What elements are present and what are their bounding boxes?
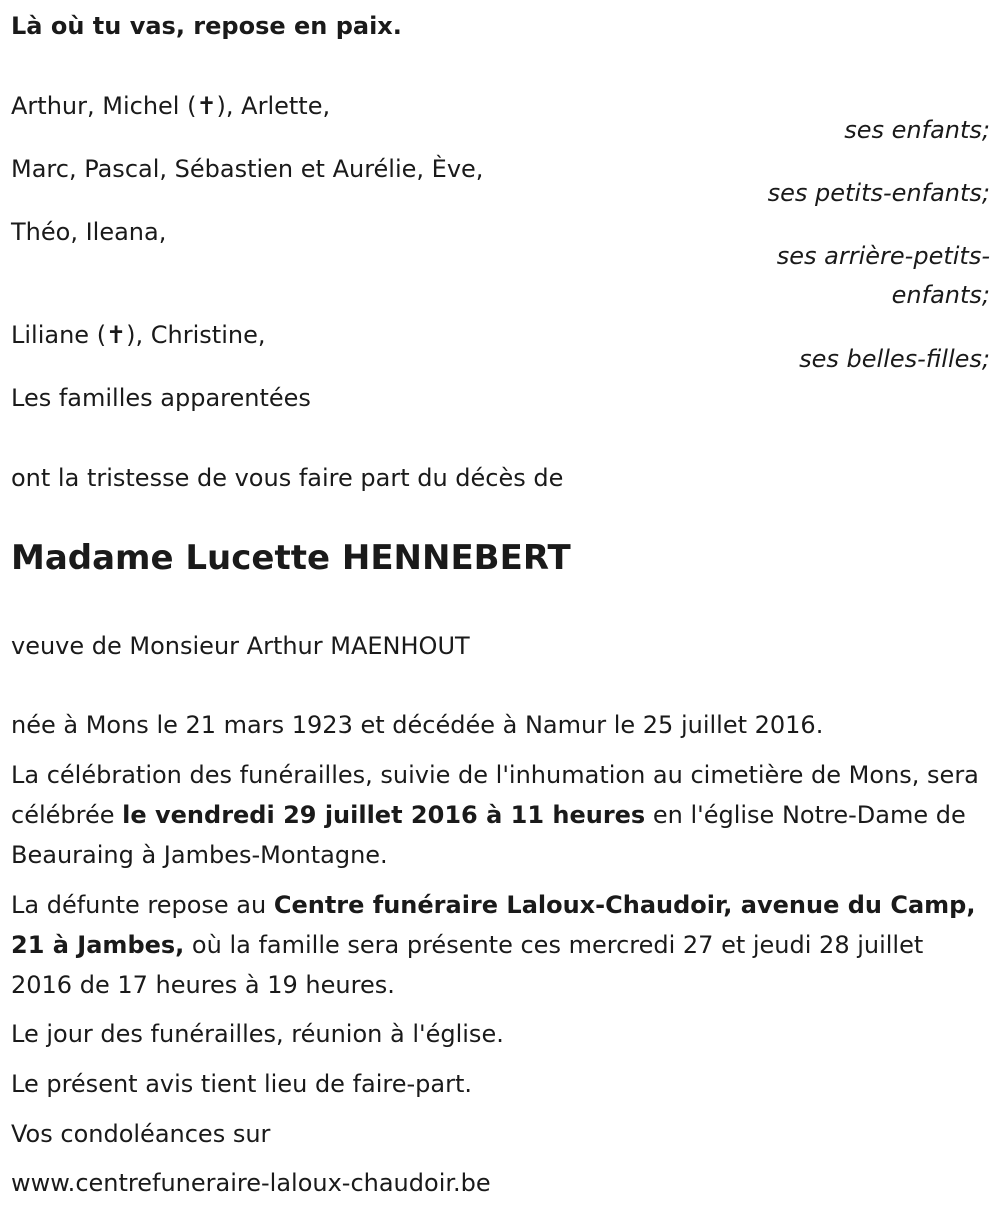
visitation-paragraph xyxy=(11,885,990,1005)
grandchildren-names: Marc, Pascal, Sébastien et Aurélie, Ève, xyxy=(11,155,484,183)
widow-of: veuve de Monsieur Arthur MAENHOUT xyxy=(11,632,470,660)
website-link[interactable]: www.centrefuneraire-laloux-chaudoir.be xyxy=(11,1169,491,1197)
great-grandchildren-role-line1: ses arrière-petits- xyxy=(776,242,990,270)
children-names: Arthur, Michel (✝), Arlette, xyxy=(11,92,331,120)
daughters-in-law-role: ses belles-filles; xyxy=(799,345,990,373)
funeral-paragraph xyxy=(11,755,990,875)
grandchildren-role: ses petits-enfants; xyxy=(767,179,990,207)
funeral-text-before: La célébration des funérailles, suivie de l'inhumation au cimetière de Mons, sera célébrée xyxy=(11,761,979,829)
epitaph: Là où tu vas, repose en paix. xyxy=(11,12,402,40)
great-grandchildren-role-line2: enfants; xyxy=(891,281,990,309)
funeral-date-time: le vendredi 29 juillet 2016 à 11 heures xyxy=(122,801,646,829)
funeral-text-after: en l'église Notre-Dame de Beauraing à Jambes-Montagne. xyxy=(11,801,966,869)
related-families: Les familles apparentées xyxy=(11,384,311,412)
funeral-center-address: Centre funéraire Laloux-Chaudoir, avenue du Camp, 21 à Jambes, xyxy=(11,891,976,959)
visitation-text-after: où la famille sera présente ces mercredi 27 et jeudi 28 juillet 2016 de 17 heures à 19 heures. xyxy=(11,931,924,999)
condolences-label: Vos condoléances sur xyxy=(11,1120,271,1148)
birth-death: née à Mons le 21 mars 1923 et décédée à Namur le 25 juillet 2016. xyxy=(11,711,824,739)
great-grandchildren-names: Théo, Ileana, xyxy=(11,218,167,246)
deceased-name: Madame Lucette HENNEBERT xyxy=(11,538,571,578)
visitation-text-before: La défunte repose au xyxy=(11,891,274,919)
notice-note: Le présent avis tient lieu de faire-part. xyxy=(11,1070,473,1098)
intro-text: ont la tristesse de vous faire part du décès de xyxy=(11,464,564,492)
children-role: ses enfants; xyxy=(844,116,990,144)
meeting-note: Le jour des funérailles, réunion à l'église. xyxy=(11,1020,504,1048)
daughters-in-law-names: Liliane (✝), Christine, xyxy=(11,321,266,349)
